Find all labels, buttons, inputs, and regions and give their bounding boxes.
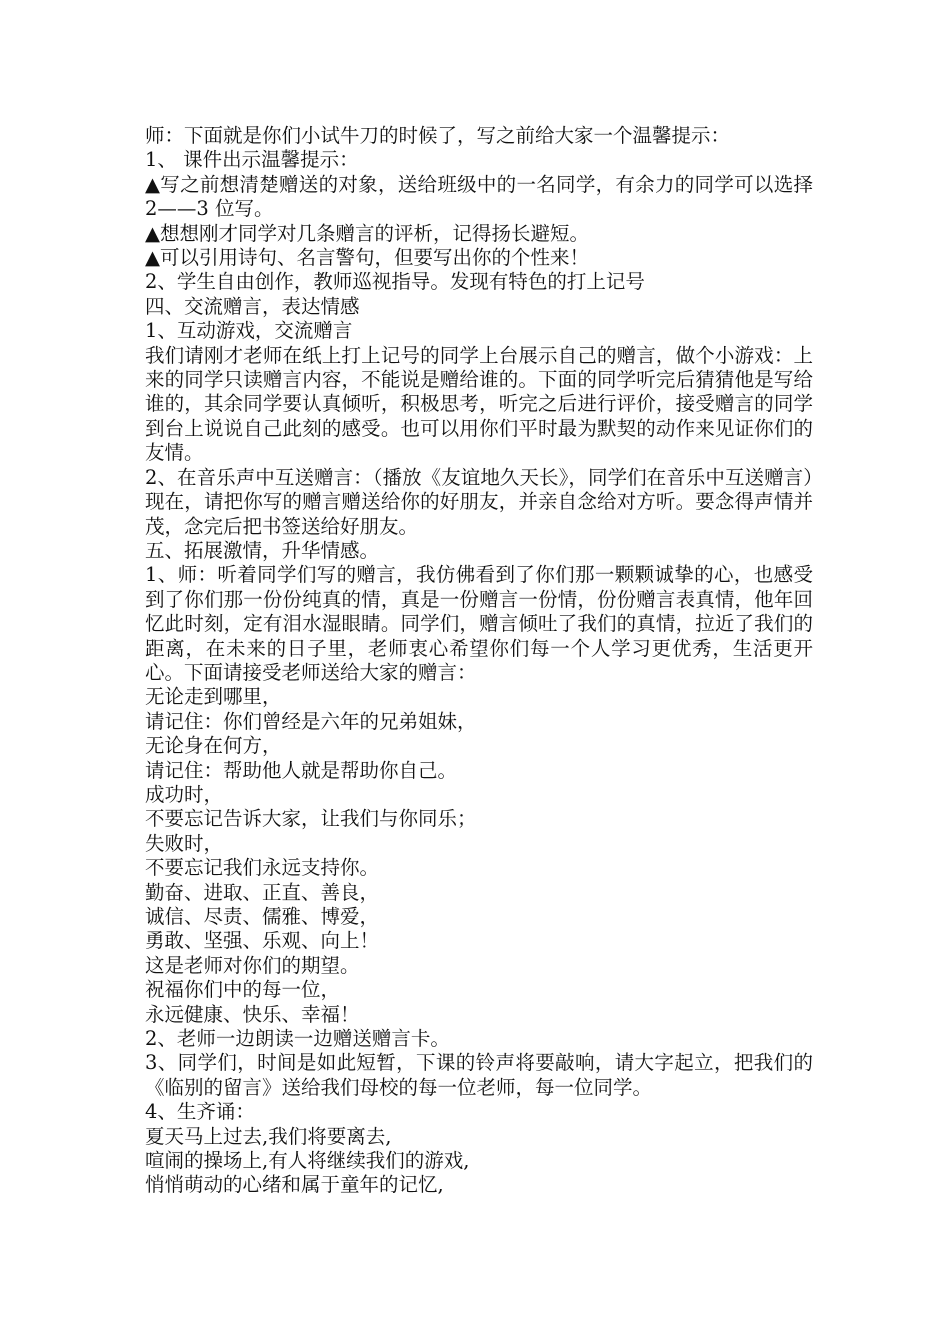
poem-line: 喧闹的操场上,有人将继续我们的游戏,	[145, 1149, 470, 1173]
poem-line: 悄悄萌动的心绪和属于童年的记忆,	[145, 1173, 444, 1197]
paragraph: 2、学生自由创作，教师巡视指导。发现有特色的打上记号	[145, 270, 645, 294]
paragraph: 1、 课件出示温馨提示：	[145, 148, 359, 172]
paragraph: ▲想想刚才同学对几条赠言的评析，记得扬长避短。	[145, 221, 589, 245]
section-heading: 五、拓展激情，升华情感。	[145, 538, 380, 562]
poem-line: 不要忘记告诉大家，让我们与你同乐；	[145, 807, 477, 831]
poem-line: 永远健康、快乐、幸福！	[145, 1002, 360, 1026]
poem-line: 成功时，	[145, 782, 224, 806]
poem-line: 勤奋、进取、正直、善良，	[145, 880, 380, 904]
poem-line: 诚信、尽责、儒雅、博爱，	[145, 905, 380, 928]
paragraph: 1、师：听着同学们写的赠言，我仿佛看到了你们那一颗颗诚挚的心，也感受到了你们那一份份纯真的情，真是一份赠言一份情，份份赠言表真情，他年回忆此时刻，定有泪水湿眼睛。同学们，赠言倾吐了我们的真情，拉近了我们的距离，在未来的日子里，老师衷心希望你们每一个人学习更优秀，生活更开心。下面请接受老师送给大家的赠言：	[145, 563, 813, 684]
poem-line: 夏天马上过去,我们将要离去,	[145, 1124, 392, 1148]
poem-line: 不要忘记我们永远支持你。	[145, 856, 380, 880]
paragraph: 3、同学们，时间是如此短暂，下课的铃声将要敲响，请大字起立，把我们的《临别的留言》送给我们母校的每一位老师，每一位同学。	[145, 1051, 813, 1099]
paragraph: 我们请刚才老师在纸上打上记号的同学上台展示自己的赠言，做个小游戏：上来的同学只读赠言内容，不能说是赠给谁的。下面的同学听完后猜猜他是写给谁的，其余同学要认真倾听，积极思考，听完之后进行评价，接受赠言的同学到台上说说自己此刻的感受。也可以用你们平时最为默契的动作来见证你们的友情。	[145, 343, 813, 465]
poem-line: 勇敢、坚强、乐观、向上！	[145, 929, 380, 953]
poem-line: 请记住：帮助他人就是帮助你自己。	[145, 758, 458, 782]
section-heading: 四、交流赠言，表达情感	[145, 294, 360, 318]
document-body	[145, 124, 813, 1198]
poem-line: 无论走到哪里，	[145, 685, 282, 709]
paragraph: ▲可以引用诗句、名言警句，但要写出你的个性来！	[145, 246, 589, 270]
paragraph: 4、生齐诵：	[145, 1100, 255, 1124]
poem-line: 无论身在何方，	[145, 734, 282, 758]
poem-line: 失败时，	[145, 831, 224, 855]
paragraph: 2、在音乐声中互送赠言：（播放《友谊地久天长》，同学们在音乐中互送赠言）现在，请把你写的赠言赠送给你的好朋友，并亲自念给对方听。要念得声情并茂，念完后把书签送给好朋友。	[145, 465, 813, 538]
paragraph: 1、互动游戏，交流赠言	[145, 319, 353, 343]
paragraph: ▲写之前想清楚赠送的对象，送给班级中的一名同学，有余力的同学可以选择 2——3 位写。	[145, 172, 813, 221]
paragraph: 师：下面就是你们小试牛刀的时候了，写之前给大家一个温馨提示：	[145, 124, 731, 147]
poem-line: 请记住：你们曾经是六年的兄弟姐妹，	[145, 709, 477, 733]
poem-line: 祝福你们中的每一位，	[145, 978, 341, 1002]
poem-line: 这是老师对你们的期望。	[145, 953, 360, 977]
paragraph: 2、老师一边朗读一边赠送赠言卡。	[145, 1027, 450, 1051]
